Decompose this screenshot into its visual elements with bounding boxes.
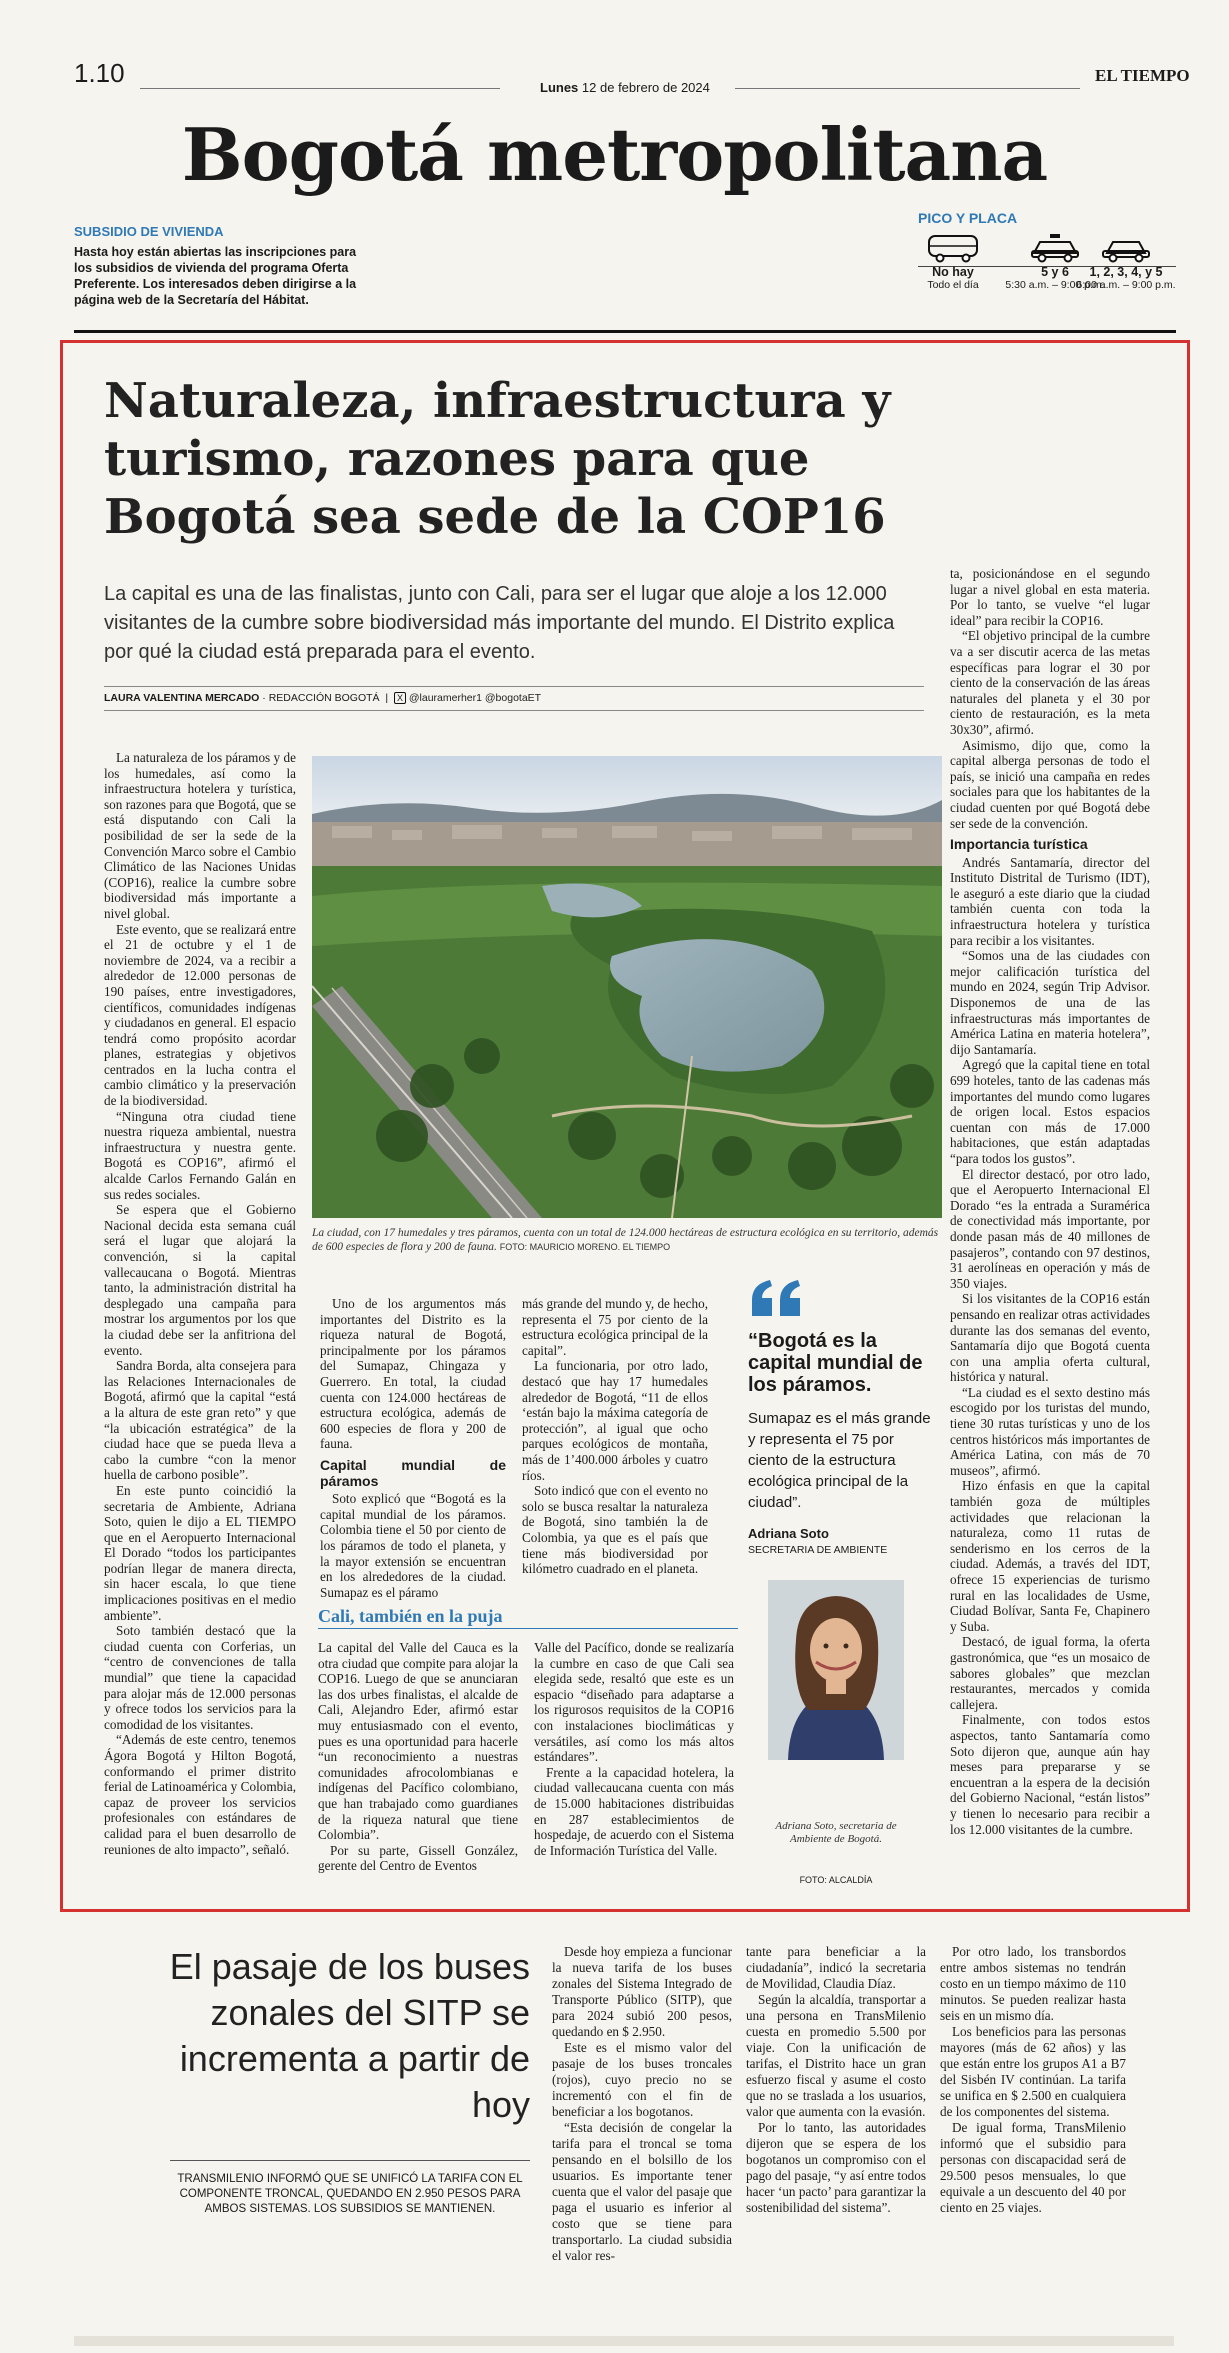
paragraph: Uno de los argumentos más importantes del Distrito es la riqueza natural de Bogotá, principalmente por los páramos del Sumapaz, Chingaza y Guerrero. En total, la ciudad cuenta con 124.000 hectáreas de estructura ecológica, además de 600 especies de flora y 200 de fauna. [320, 1296, 506, 1452]
paragraph: La naturaleza de los páramos y de los humedales, así como la infraestructura hotelera y turística, son razones para que Bogotá, que se está disputando con Cali la posibilidad de ser la sede de la Convención Marco sobre el Cambio Climático de las Naciones Unidas (COP16), realice la cumbre sobre biodiversidad más importante a nivel global. [104, 750, 296, 921]
bus-icon [926, 233, 980, 263]
pull-quote-role: SECRETARIA DE AMBIENTE [748, 1544, 888, 1556]
page-number: 1.10 [74, 58, 125, 88]
x-logo-icon: X [394, 692, 406, 704]
aerial-park-illustration [312, 756, 942, 1218]
paragraph: “Esta decisión de congelar la tarifa para el troncal se toma pensando en el bolsillo de los usuarios. Es importante tener cuenta que el valor del pasaje que paga el usuario es inferior al costo que se tiene para transportarlo. La ciudad subsidia el valor res- [552, 2120, 732, 2263]
paragraph: En este punto coincidió la secretaria de Ambiente, Adriana Soto, quien le dijo a EL TIEMPO que en el Aeropuerto Internacional El Dorado “todos los participantes podrían llegar de manera directa, sin hacer escala, lo que tiene implicaciones positivas en el medio ambiente”. [104, 1482, 296, 1623]
sitp-headline: El pasaje de los buses zonales del SITP se incrementa a partir de hoy [169, 1946, 530, 2125]
sitp-column-2 [746, 1944, 926, 2216]
article-deck: La capital es una de las finalistas, junto con Cali, para ser el lugar que aloje a los 12.000 visitantes de la cumbre sobre biodiversidad más importante del mundo. El Distrito explica por qué la ciudad está preparada para el evento. [104, 583, 895, 663]
paragraph: La capital del Valle del Cauca es la otra ciudad que compite para alojar la COP16. Luego de que se anunciaran las dos urbes finalistas, el alcalde de Cali, Alejandro Eder, afirmó estar muy entusiasmado con el evento, pues es una oportunidad para hacerle “un reconocimiento a nuestras comunidades afrocolombianas e indígenas del Pacífico colombiano, que han trabajado como guardianes de la riqueza natural que tiene Colombia”. [318, 1640, 518, 1843]
brief-label: SUBSIDIO DE VIVIENDA [74, 224, 224, 239]
paragraph: Frente a la capacidad hotelera, la ciudad vallecaucana cuenta con más de 15.000 habitaciones distribuidas en 287 establecimientos de hospedaje, de acuerdo con el Sistema de Información Turística del Valle. [534, 1764, 734, 1858]
subhead-turismo: Importancia turística [950, 836, 1088, 853]
brief-text: Hasta hoy están abiertas las inscripciones para los subsidios de vivienda del programa Oferta Preferente. Los interesados deben dirigirse a la página web de la Secretaría del Hábitat. [74, 245, 357, 307]
paragraph: Soto también destacó que la ciudad cuenta con Corferias, un “centro de convenciones de talla mundial” que tiene la capacidad para alojar más de 12.000 personas y ofrece todos los servicios para la comodidad de los visitantes. [104, 1623, 296, 1732]
masthead-rule-left [140, 88, 500, 89]
article-column-2 [320, 1296, 506, 1600]
pico-days-taxi: 5 y 6 [1041, 265, 1069, 279]
byline-desk: · REDACCIÓN BOGOTÁ [259, 692, 380, 704]
byline-author: LAURA VALENTINA MERCADO [104, 692, 260, 704]
article-column-1 [104, 750, 296, 1857]
paragraph: Por su parte, Gissell González, gerente del Centro de Eventos [318, 1842, 518, 1874]
pico-item-car [1066, 233, 1186, 291]
car-icon [1099, 233, 1153, 263]
pico-placa-label: PICO Y PLACA [918, 210, 1018, 226]
paragraph: Desde hoy empieza a funcionar la nueva tarifa de los buses zonales del Sistema Integrado de Transporte Público (SITP), que para 2024 subió 200 pesos, quedando en $ 2.950. [552, 1944, 732, 2039]
photo-caption-text: La ciudad, con 17 humedales y tres páramos, cuenta con un total de 124.000 hectáreas de estructura ecológica en su territorio, además de 600 especies de flora y 200 de fauna. [312, 1227, 939, 1253]
pull-quote: “Bogotá es la capital mundial de los páramos. [748, 1330, 923, 1396]
byline-rule-bottom [104, 710, 924, 711]
date-line [540, 80, 710, 95]
paragraph: Soto indicó que con el evento no solo se busca resaltar la naturaleza de Bogotá, sino también la de Colombia, ya que es el país que tiene más biodiversidad por kilómetro cuadrado en el planeta. [522, 1483, 708, 1577]
paragraph: Si los visitantes de la COP16 están pensando en realizar otras actividades durante las dos semanas del evento, Santamaría dijo que Bogotá cuenta con una amplia oferta cultural, histórica y natural. [950, 1291, 1150, 1385]
paragraph: Se espera que el Gobierno Nacional decida esta semana cuál será el lugar que alojará la convención, si la capital vallecaucana o Bogotá. Mientras tanto, la administración distrital ha desplegado una campaña para mostrar los argumentos por los que la ciudad debe ser la anfitriona del evento. [104, 1202, 296, 1358]
paragraph: Según la alcaldía, transportar a una persona en TransMilenio cuesta en promedio 5.500 por viaje. Con la unificación de tarifas, el Distrito hace un gran esfuerzo fiscal y asume el costo que no se traslada a los usuarios, valor que aumenta con la evasión. [746, 1992, 926, 2119]
paragraph: más grande del mundo y, de hecho, representa el 75 por ciento de la estructura ecológica principal de la capital”. [522, 1296, 708, 1358]
paragraph: “Ninguna otra ciudad tiene nuestra riqueza ambiental, nuestra infraestructura y nuestra gente. Bogotá es COP16”, afirmó el alcalde Carlos Fernando Galán en sus redes sociales. [104, 1108, 296, 1202]
paragraph: Destacó, de igual forma, la oferta gastronómica, que “es un mosaico de sabores globales” que mezclan restaurantes, mercados y comida callejera. [950, 1634, 1150, 1712]
paragraph: Este es el mismo valor del pasaje de los buses troncales (rojos), cuyo precio no se incrementó con el fin de beneficiar a los bogotanos. [552, 2040, 732, 2119]
pico-hours-taxi: 5:30 a.m. – 9:00 p.m. [1005, 279, 1105, 291]
paragraph: El director destacó, por otro lado, que el Aeropuerto Internacional El Dorado “es la entrada a Suramérica de conectividad más importante, por donde pasan más de 40 millones de pasajeros”, contando con 97 destinos, 31 aerolíneas en operación y más de 350 viajes. [950, 1166, 1150, 1291]
portrait-caption: Adriana Soto, secretaria de Ambiente de Bogotá. [775, 1820, 897, 1845]
cali-rule [318, 1628, 738, 1629]
cali-subhead: Cali, también en la puja [318, 1606, 503, 1626]
paragraph: Finalmente, con todos estos aspectos, tanto Santamaría como Soto dijeron que, aunque aún hay meses para prepararse y se encuentran a la espera de la decisión del Gobierno Nacional, “están listos” y tienen lo necesario para recibir a los 12.000 visitantes de la cumbre. [950, 1712, 1150, 1837]
quote-mark-icon [748, 1276, 808, 1325]
paragraph: “Somos una de las ciudades con mejor calificación turística del mundo en 2024, según Trip Advisor. Disponemos de una de las infraestructuras más importantes de América Latina en materia hotelera”, dijo Santamaría. [950, 948, 1150, 1057]
bottom-edge-strip [74, 2336, 1174, 2346]
sitp-column-3 [940, 1944, 1126, 2216]
pull-quote-sub: Sumapaz es el más grande y representa el 75 por ciento de la estructura ecológica principal de la ciudad”. [748, 1410, 931, 1511]
paragraph: Por lo tanto, las autoridades dijeron que se espera de los bogotanos un compromiso con el pago del pasaje, “y así entre todos hacer ‘un pacto’ para garantizar la sostenibilidad del sistema”. [746, 2120, 926, 2215]
portrait-photo [768, 1580, 904, 1760]
paragraph: ta, posicionándose en el segundo lugar a nivel global en esta materia. Por lo tanto, se vuelve “el lugar ideal” para recibir la COP16. [950, 566, 1150, 628]
pico-hours-bus: Todo el día [927, 279, 979, 291]
date-weekday: Lunes [540, 80, 579, 95]
paper-name: EL TIEMPO [1095, 66, 1190, 85]
paragraph: Sandra Borda, alta consejera para las Relaciones Internacionales de Bogotá, afirmó que la capital “está a la altura de este gran reto” y que “la ubicación estratégica” de la ciudad hace que se pueda lleva a cabo la cumbre “con la menor huella de carbono posible”. [104, 1358, 296, 1483]
sitp-deck-rule [170, 2160, 530, 2161]
pico-days-car: 1, 2, 3, 4, y 5 [1089, 265, 1163, 279]
masthead-rule-right [735, 88, 1080, 89]
article-column-3 [522, 1296, 708, 1577]
paragraph: Valle del Pacífico, donde se realizaría la cumbre en caso de que Cali sea elegida sede, resaltó que este es un espacio “diseñado para adaptarse a los rigurosos requisitos de la COP16 con instalaciones bioclimáticas y versátiles, así como los más altos estándares”. [534, 1640, 734, 1765]
sitp-column-1 [552, 1944, 732, 2264]
portrait-credit: FOTO: ALCALDÍA [799, 1875, 873, 1885]
sitp-deck: TRANSMILENIO INFORMÓ QUE SE UNIFICÓ LA TARIFA CON EL COMPONENTE TRONCAL, QUEDANDO EN 2.950 PESOS PARA AMBOS SISTEMAS. LOS SUBSIDIOS SE MANTIENEN. [177, 2173, 523, 2215]
pico-item-bus [898, 233, 1008, 291]
paragraph: Andrés Santamaría, director del Instituto Distrital de Turismo (IDT), le aseguró a este diario que la ciudad también cuenta con toda la infraestructura hotelera y turística para recibir a los visitantes. [950, 854, 1150, 948]
paragraph: Asimismo, dijo que, como la capital alberga personas de todo el país, se inició una campaña en redes sociales para que los habitantes de la ciudad cuenten por qué Bogotá debe ser sede de la convención. [950, 737, 1150, 831]
paragraph: Por otro lado, los transbordos entre ambos sistemas no tendrán costo en un tiempo máximo de 110 minutos. Se pueden realizar hasta seis en un mismo día. [940, 1944, 1126, 2023]
paragraph: “Además de este centro, tenemos Ágora Bogotá y Hilton Bogotá, conformando el primer distrito ferial de Latinoamérica y Colombia, capaz de proveer los servicios profesionales con estándares de calidad para el buen desarrollo de reuniones de alto impacto”, señaló. [104, 1732, 296, 1857]
paragraph: Los beneficios para las personas mayores (más de 62 años) y las que están entre los grupos A1 a B7 del Sisbén IV continúan. La tarifa se unifica en $ 2.500 en cualquiera de los componentes del sistema. [940, 2024, 1126, 2119]
cali-column-2 [534, 1640, 734, 1858]
pico-days-bus: No hay [932, 265, 974, 279]
byline: LAURA VALENTINA MERCADO · REDACCIÓN BOGOTÁ | X @lauramerher1 @bogotaET [104, 692, 542, 704]
pull-quote-name: Adriana Soto [748, 1526, 829, 1541]
article-column-right [950, 566, 1150, 1837]
cali-column-1 [318, 1640, 518, 1874]
paragraph: tante para beneficiar a la ciudadanía”, indicó la secretaria de Movilidad, Claudia Díaz. [746, 1944, 926, 1991]
paragraph: La funcionaria, por otro lado, destacó que hay 17 humedales alrededor de Bogotá, “11 de ellos ‘están bajo la máxima categoría de protección”, al igual que ocho parques ecológicos de montaña, más de 1’400.000 árboles y cuatro ríos. [522, 1358, 708, 1483]
section-title: Bogotá metropolitana [181, 112, 1048, 197]
subhead-paramos: Capital mundial de páramos [320, 1456, 506, 1489]
paragraph: Este evento, que se realizará entre el 21 de octubre y el 1 de noviembre de 2024, va a recibir a alrededor de 12.000 personas de 190 países, entre investigadores, científicos, comunidades indígenas y ciudadanos en general. El espacio tendrá como propósito acordar planes, estrategias y objetivos centrados en la lucha contra el cambio climático y la preservación de la biodiversidad. [104, 921, 296, 1109]
pico-hours-car: 6:00 a.m. – 9:00 p.m. [1076, 279, 1176, 291]
date-rest: 12 de febrero de 2024 [581, 80, 710, 95]
photo-credit: FOTO: MAURICIO MORENO. EL TIEMPO [499, 1242, 671, 1252]
byline-handles: @lauramerher1 @bogotaET [408, 692, 542, 704]
paragraph: Agregó que la capital tiene en total 699 hoteles, tanto de las cadenas más importantes del mundo como lugares de origen local. Estos espacios cuentan con más de 17.000 habitaciones, que están adaptadas “para todos los gustos”. [950, 1057, 1150, 1166]
paragraph: Hizo énfasis en que la capital también goza de múltiples actividades que relacionan la naturaleza, como 11 rutas de senderismo en los cerros de la ciudad. Además, a través del IDT, ofrece 15 experiencias de turismo rural en las localidades de Usme, Ciudad Bolívar, Santa Fe, Chapinero y Suba. [950, 1478, 1150, 1634]
paragraph: “La ciudad es el sexto destino más escogido por los turistas del mundo, tiene 30 rutas turísticas y uno de los centros históricos más importantes de América Latina, con más de 70 museos”, afirmó. [950, 1384, 1150, 1478]
aerial-park-photo [312, 756, 942, 1218]
byline-rule-top [104, 686, 924, 687]
paragraph: De igual forma, TransMilenio informó que el subsidio para personas con discapacidad será de 29.500 pesos mensuales, lo que equivale a un descuento del 40 por ciento en 25 viajes. [940, 2120, 1126, 2215]
masthead-divider [74, 330, 1176, 333]
article-headline: Naturaleza, infraestructura y turismo, razones para que Bogotá sea sede de la COP16 [104, 373, 891, 545]
photo-caption [312, 1226, 942, 1254]
paragraph: “El objetivo principal de la cumbre va a ser discutir acerca de las metas específicas para lograr el 30 por ciento de la conservación de las áreas naturales del planeta y el 30 por ciento de restauración, es la meta 30x30”, afirmó. [950, 628, 1150, 737]
paragraph: Soto explicó que “Bogotá es la capital mundial de los páramos. Colombia tiene el 50 por ciento de los páramos de todo el planeta, y la mayor extensión se encuentran en los alrededores de la ciudad. Sumapaz es el páramo [320, 1491, 506, 1600]
